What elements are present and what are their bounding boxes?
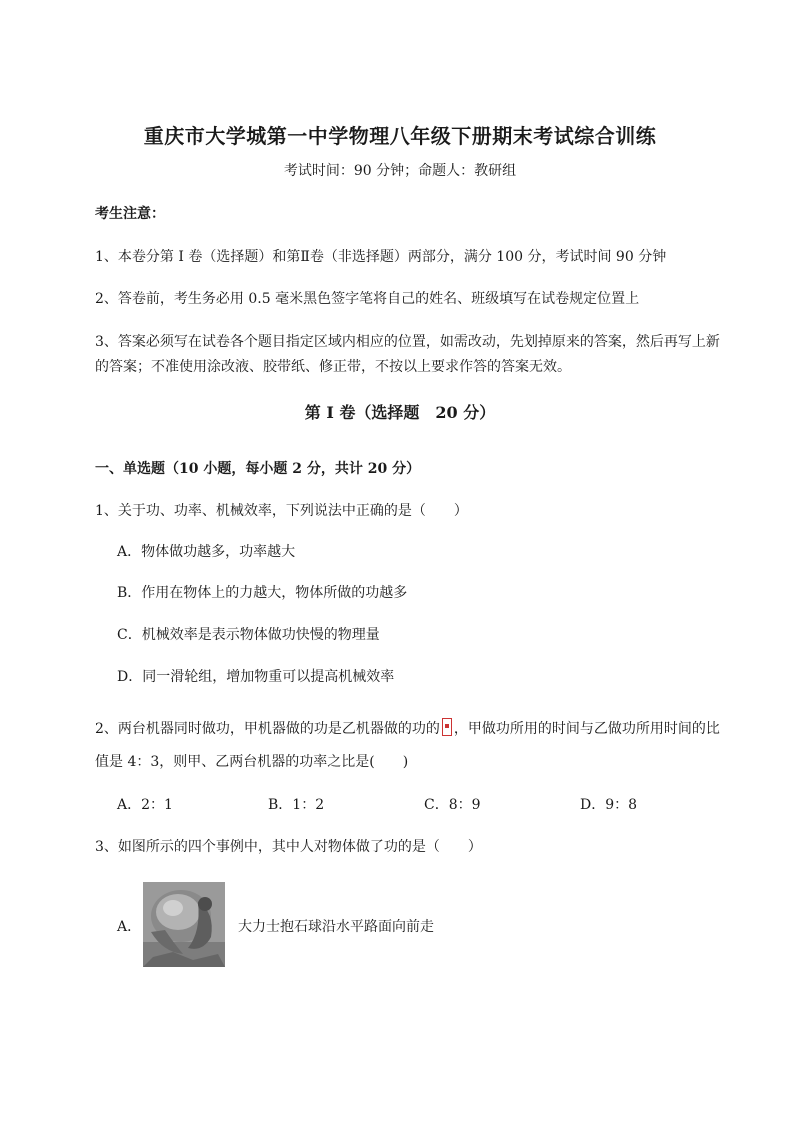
part-heading: 一、单选题（10 小题，每小题 2 分，共计 20 分） [95,461,421,477]
notice-item-2: 2、答卷前，考生务必用 0.5 毫米黑色签字笔将自己的姓名、班级填写在试卷规定位置上 [95,291,640,307]
question-2-option-b: B．1：2 [268,797,325,813]
question-2-option-d: D．9：8 [580,797,638,813]
question-1-option-b: B．作用在物体上的力越大，物体所做的功越多 [117,585,408,601]
question-1-option-d: D．同一滑轮组，增加物重可以提高机械效率 [117,669,395,685]
question-3-stem: 3、如图所示的四个事例中，其中人对物体做了功的是（ ） [95,839,482,855]
question-2-stem-line-1 [95,718,720,738]
question-2-stem-part-2: ，甲做功所用的时间与乙做功所用时间的比 [453,721,720,737]
question-2-option-c: C．8：9 [424,797,481,813]
question-2-stem-line-2: 值是 4：3，则甲、乙两台机器的功率之比是( ) [95,754,409,770]
question-2-option-a: A．2：1 [117,797,173,813]
question-3-option-a-caption: 大力士抱石球沿水平路面向前走 [238,919,434,935]
notice-item-3-line-2: 的答案；不准使用涂改液、胶带纸、修正带，不按以上要求作答的答案无效。 [95,359,571,375]
notice-item-1: 1、本卷分第 I 卷（选择题）和第Ⅱ卷（非选择题）两部分，满分 100 分，考试时间 90 分钟 [95,249,667,265]
question-1-stem: 1、关于功、功率、机械效率，下列说法中正确的是（ ） [95,503,468,519]
question-3-option-a-label: A． [117,919,142,935]
notice-item-3-line-1: 3、答案必须写在试卷各个题目指定区域内相应的位置，如需改动，先划掉原来的答案，然后再写上新 [95,334,720,350]
question-2-stem-part-1: 2、两台机器同时做功，甲机器做的功是乙机器做的功的 [95,721,440,737]
fraction-image-icon [442,718,452,736]
page-title: 重庆市大学城第一中学物理八年级下册期末考试综合训练 [143,124,657,148]
exam-info: 考试时间：90 分钟；命题人：教研组 [283,163,517,179]
notice-heading: 考生注意： [95,206,165,222]
section-title: 第 I 卷（选择题 20 分） [304,403,496,422]
question-1-option-a: A．物体做功越多，功率越大 [117,544,296,560]
question-1-option-c: C．机械效率是表示物体做功快慢的物理量 [117,627,380,643]
strongman-stone-ball-image [143,882,225,967]
